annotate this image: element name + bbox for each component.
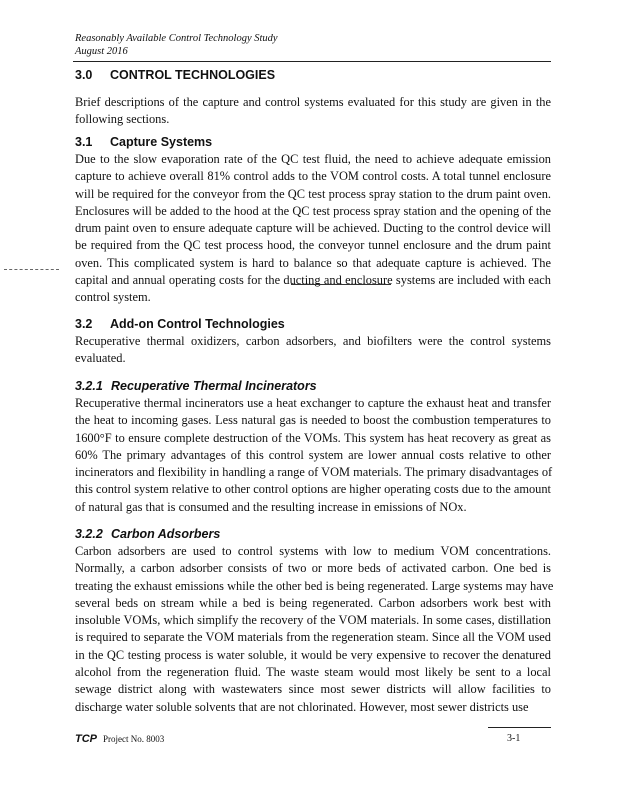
heading-3-0 (75, 68, 275, 82)
text-line: Normally, a carbon adsorber consists of two or more beds of activated carbon. One bed is (75, 561, 551, 576)
heading-number: 3.2.2 (75, 527, 103, 541)
text-line: sewage district along with wastewaters since most sewer districts will allow facilities to (75, 682, 551, 697)
text-line: drum paint oven to ensure adequate capture will be achieved. Ducting to the control device will (75, 221, 551, 236)
text-line: oven. This complicated system is hard to balance so that adequate capture is achieved. The (75, 255, 551, 270)
page-number: 3-1 (507, 733, 521, 744)
heading-number: 3.2.1 (75, 379, 103, 393)
heading-number: 3.1 (75, 135, 93, 149)
text-line: treating the exhaust emissions while the other bed is being regenerated. Large systems may have (75, 578, 554, 593)
heading-number: 3.2 (75, 317, 93, 331)
text-line: incinerators and flexibility in handling a range of VOM materials. The primary disadvantages of (75, 465, 553, 480)
heading-title: CONTROL TECHNOLOGIES (110, 68, 276, 82)
text-line: Recuperative thermal oxidizers, carbon adsorbers, and biofilters were the control systems (75, 334, 551, 348)
text-line: following sections. (75, 112, 170, 127)
footer-rule (488, 727, 551, 728)
text-line: insoluble VOMs, which simplify the recovery of the VOM materials. In some cases, distillation (75, 613, 551, 628)
heading-title: Capture Systems (110, 135, 213, 149)
paragraph (75, 94, 551, 129)
text-line: capital and annual operating costs for the ducting and enclosure systems are included with each (75, 273, 551, 288)
margin-mark (4, 269, 59, 270)
text-line: be required from the QC test process hood, the conveyor tunnel enclosure and the drum paint (75, 238, 551, 253)
text-line: control system. (75, 290, 151, 305)
text-line: capture to achieve overall 81% control adds to the VOM control costs. A total tunnel enclosure (75, 169, 551, 184)
text-line: the heat to incoming gases. Less natural gas is needed to boost the combustion temperatures to (75, 413, 551, 428)
footer-logo: TCP (75, 733, 97, 745)
footer-project: Project No. 8003 (103, 734, 165, 744)
text-line: Carbon adsorbers are used to control systems with low to medium VOM concentrations. (75, 544, 551, 558)
heading-title: Recuperative Thermal Incinerators (111, 379, 317, 393)
header-rule (73, 61, 551, 62)
text-line: Enclosures will be added to the hood at the QC test process spray station and the opening of the (75, 203, 551, 218)
text-line: several beds on stream while a bed is being regenerated. Carbon adsorbers work best with (75, 595, 551, 610)
text-underline (291, 284, 391, 285)
heading-number: 3.0 (75, 68, 93, 82)
text-line: alcohol from the regeneration fluid. The waste steam would most likely be sent to a local (75, 665, 551, 680)
paragraph (75, 543, 554, 716)
text-line: Recuperative thermal incinerators use a heat exchanger to capture the exhaust heat and transfer (75, 396, 551, 410)
heading-3-1 (75, 135, 212, 149)
text-line: will be required for the conveyor from the QC test process spray station to the drum paint oven. (75, 186, 551, 201)
heading-3-2-1 (75, 379, 317, 393)
heading-3-2-2 (75, 527, 220, 541)
text-line: of natural gas that is consumed and the resulting increase in emissions of NOx. (75, 499, 467, 514)
heading-3-2 (75, 317, 285, 331)
paragraph (75, 333, 551, 368)
running-header-title: Reasonably Available Control Technology Study (75, 33, 278, 44)
text-line: in the QC testing process is water soluble, it would be very expensive to recover the denatured (75, 647, 551, 662)
running-header-date: August 2016 (75, 46, 128, 57)
footer (75, 733, 164, 745)
paragraph (75, 395, 551, 516)
text-line: 1600°F to ensure complete destruction of the VOMs. This system has heat recovery as great as (75, 430, 551, 445)
text-line: Due to the slow evaporation rate of the QC test fluid, the need to achieve adequate emission (75, 152, 551, 166)
text-line: 60% The primary advantages of this control system are lower annual costs relative to other (75, 447, 551, 462)
text-line: is required to separate the VOM materials from the regeneration steam. Since all the VOM used (75, 630, 551, 645)
text-line: evaluated. (75, 351, 126, 366)
text-line: Brief descriptions of the capture and control systems evaluated for this study are given in the (75, 95, 551, 109)
text-line: this control system relative to other control options are higher operating costs due to the amount (75, 482, 551, 497)
heading-title: Add-on Control Technologies (110, 317, 285, 331)
heading-title: Carbon Adsorbers (111, 527, 221, 541)
text-line: discharge water soluble solvents that are not chlorinated. However, most sewer districts use (75, 699, 529, 714)
